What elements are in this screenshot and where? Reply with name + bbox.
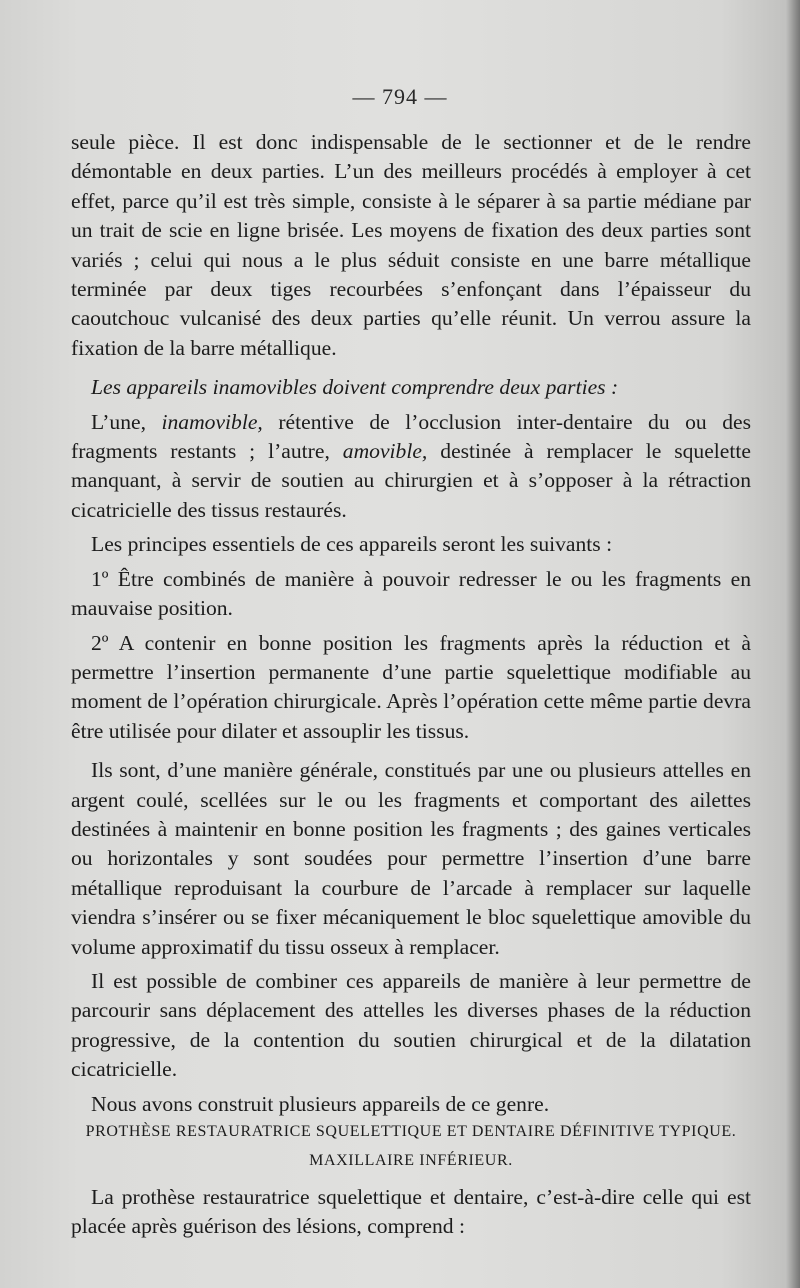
paragraph-2: Les appareils inamovibles doivent comprendre deux parties : [91, 375, 619, 400]
section-heading: PROTHÈSE RESTAURATRICE SQUELETTIQUE ET DENTAIRE DÉFINITIVE TYPIQUE. [85, 1123, 737, 1140]
paragraph-5: 1º Être combinés de manière à pouvoir redresser le ou les fragments en mauvaise position. [71, 566, 751, 621]
section-subheading: MAXILLAIRE INFÉRIEUR. [309, 1152, 513, 1169]
paragraph-3-part-e: destinée à remplacer le squelette manquant, à servir de soutien au chirurgien et à s’opposer à la rétraction cicatricielle des tissus restaurés. [71, 439, 751, 522]
paragraph-8: Il est possible de combiner ces appareils de manière à leur permettre de parcourir sans déplacement des attelles les diverses phases de la réduction progressive, de la contention du soutien chirurgical et de la dilatation cicatricielle. [71, 968, 751, 1082]
paragraph-4: Les principes essentiels de ces appareils seront les suivants : [91, 532, 613, 557]
body-text [71, 128, 751, 1119]
page-number: — 794 — [352, 84, 448, 109]
paragraph-3-term-inamovible: inamovible, [161, 409, 263, 434]
paragraph-3 [71, 408, 751, 526]
closing-text [71, 1183, 751, 1242]
paragraph-3-part-c: rétentive de l’occlusion inter-dentaire du ou des fragments restants ; l’autre, [71, 409, 752, 464]
paragraph-3-part-a: L’une, [91, 409, 162, 434]
paragraph-1: seule pièce. Il est donc indispensable de le sectionner et de le rendre démontable en deux parties. L’un des meilleurs procédés à employer à cet effet, parce qu’il est très simple, consiste à le séparer à sa partie médiane par un trait de scie en ligne brisée. Les moyens de fixation des deux parties sont variés ; celui qui nous a le plus séduit consiste en une barre métallique terminée par deux tiges recourbées s’enfonçant dans l’épaisseur du caoutchouc vulcanisé des deux parties qu’elle réunit. Un verrou assure la fixation de la barre métallique. [71, 130, 751, 360]
paragraph-6: 2º A contenir en bonne position les fragments après la réduction et à permettre l’insertion permanente d’une partie squelettique modifiable au moment de l’opération chirurgicale. Après l’opération cette même partie devra être utilisée pour dilater et assouplir les tissus. [71, 630, 751, 743]
paragraph-10: La prothèse restauratrice squelettique et dentaire, c’est-à-dire celle qui est placée après guérison des lésions, comprend : [71, 1185, 751, 1239]
page-edge-shadow [786, 0, 800, 1288]
paragraph-9: Nous avons construit plusieurs appareils de ce genre. [91, 1091, 550, 1116]
paragraph-3-term-amovible: amovible, [342, 439, 428, 464]
paragraph-7: Ils sont, d’une manière générale, constitués par une ou plusieurs attelles en argent coulé, scellées sur le ou les fragments et comportant des ailettes destinées à maintenir en bonne position les fragments ; des gaines verticales ou horizontales y sont soudées pour permettre l’insertion d’une barre métallique reproduisant la courbure de l’arcade à remplacer sur laquelle viendra s’insérer ou se fixer mécaniquement le bloc squelettique amovible du volume approximatif du tissu osseux à remplacer. [71, 758, 751, 959]
